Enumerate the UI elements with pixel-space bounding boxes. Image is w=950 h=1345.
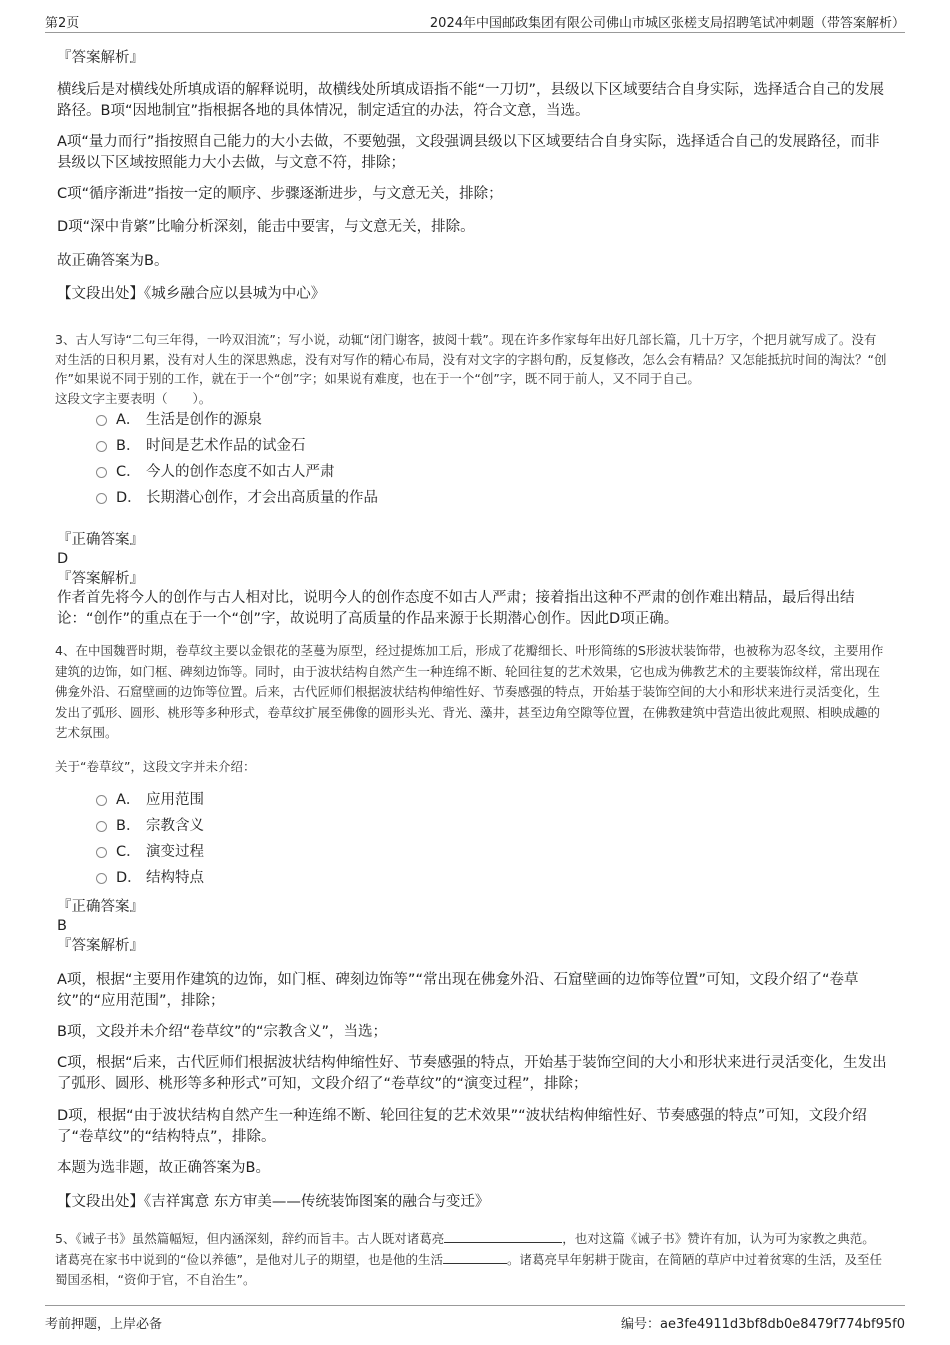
radio-icon[interactable] — [96, 847, 107, 858]
q4-answer-label: 『正确答案』 — [57, 899, 144, 915]
q2-answer-line: 故正确答案为B。 — [57, 253, 169, 269]
document-id: 编号：ae3fe4911d3bf8db0e8479f774bf95f0 — [621, 1317, 905, 1332]
radio-icon[interactable] — [96, 467, 107, 478]
q4-answer-line: 本题为选非题，故正确答案为B。 — [57, 1160, 270, 1176]
page-footer — [45, 1305, 905, 1332]
q3-answer-label: 『正确答案』 — [57, 532, 144, 548]
radio-icon[interactable] — [96, 441, 107, 452]
q2-analysis-label: 『答案解析』 — [57, 50, 144, 66]
radio-icon[interactable] — [96, 873, 107, 884]
q3-analysis: 作者首先将今人的创作与古人相对比，说明今人的创作态度不如古人严肃；接着指出这种不严肃的创作难出精品，最后得出结论：“创作”的重点在于一个“创”字，故说明了高质量的作品来源于长期潜心创作。因此D项正确。 — [57, 590, 855, 627]
document-title: 2024年中国邮政集团有限公司佛山市城区张槎支局招聘笔试冲刺题（带答案解析） — [429, 16, 905, 31]
q3-analysis-label: 『答案解析』 — [57, 571, 144, 587]
q5-blank-2[interactable] — [443, 1250, 507, 1264]
q3-option-d[interactable]: D． 长期潜心创作，才会出高质量的作品 — [96, 488, 378, 508]
radio-icon[interactable] — [96, 415, 107, 426]
q4-analysis-label: 『答案解析』 — [57, 938, 144, 954]
radio-icon[interactable] — [96, 795, 107, 806]
q4-analysis-p1: A项，根据“主要用作建筑的边饰，如门框、碑刻边饰等”“常出现在佛龛外沿、石窟壁画的边饰等位置”可知，文段介绍了“卷草纹”的“应用范围”，排除； — [57, 972, 859, 1009]
q2-analysis-p3: C项“循序渐进”指按一定的顺序、步骤逐渐进步，与文意无关，排除； — [57, 186, 503, 202]
q2-source: 【文段出处】《城乡融合应以县城为中心》 — [57, 286, 326, 302]
radio-icon[interactable] — [96, 493, 107, 504]
q3-answer: D — [57, 551, 69, 567]
q3-stem: 3、古人写诗“二句三年得，一吟双泪流”；写小说，动辄“闭门谢客，披阅十载”。现在许多作家每年出好几部长篇，几十万字，个把月就写成了。没有对生活的日积月累，没有对人生的深思熟虑，没有对写作的精心布局，没有对文字的字斟句酌，反复修改，怎么会有精品？又怎能抵抗时间的淘汰？“创作”如果说不同于别的工作，就在于一个“创”字；如果说有难度，也在于一个“创”字，既不同于前人，又不同于自己。 — [55, 332, 887, 387]
q3-option-b[interactable]: B． 时间是艺术作品的试金石 — [96, 436, 306, 456]
page-header — [45, 10, 905, 33]
q4-analysis-p2: B项，文段并未介绍“卷草纹”的“宗教含义”，当选； — [57, 1024, 387, 1040]
q4-option-a[interactable]: A． 应用范围 — [96, 790, 204, 810]
q4-stem: 4、在中国魏晋时期，卷草纹主要以金银花的茎蔓为原型，经过提炼加工后，形成了花瓣细长、叶形简练的S形波状装饰带，也被称为忍冬纹，主要用作建筑的边饰，如门框、碑刻边饰等。同时，由于波状结构自然产生一种连绵不断、轮回往复的艺术效果，它也成为佛教艺术的主要装饰纹样，常出现在佛龛外沿、石窟壁画的边饰等位置。后来，古代匠师们根据波状结构伸缩性好、节奏感强的特点，开始基于装饰空间的大小和形状来进行灵活变化，生发出了弧形、圆形、桃形等多种形式，卷草纹扩展至佛像的圆形头光、背光、藻井，甚至边角空隙等位置，在佛教建筑中营造出彼此观照、相映成趣的艺术氛围。 — [55, 643, 884, 740]
footer-slogan: 考前押题，上岸必备 — [45, 1317, 163, 1332]
q2-analysis-p1: 横线后是对横线处所填成语的解释说明，故横线处所填成语指不能“一刀切”，县级以下区域要结合自身实际，选择适合自己的发展路径。B项“因地制宜”指根据各地的具体情况，制定适宜的办法，符合文意，当选。 — [57, 82, 885, 119]
q4-option-b[interactable]: B． 宗教含义 — [96, 816, 204, 836]
q3-option-a[interactable]: A． 生活是创作的源泉 — [96, 410, 262, 430]
q3-question: 这段文字主要表明（ ）。 — [55, 391, 212, 406]
q4-analysis-p3: C项，根据“后来，古代匠师们根据波状结构伸缩性好、节奏感强的特点，开始基于装饰空间的大小和形状来进行灵活变化，生发出了弧形、圆形、桃形等多种形式”可知，文段介绍了“卷草纹”的“演变过程”，排除； — [57, 1055, 887, 1092]
radio-icon[interactable] — [96, 821, 107, 832]
q4-question: 关于“卷草纹”，这段文字并未介绍： — [55, 759, 256, 774]
q2-analysis-p4: D项“深中肯綮”比喻分析深刻，能击中要害，与文意无关，排除。 — [57, 219, 475, 235]
q4-answer: B — [57, 918, 67, 934]
q4-option-d[interactable]: D． 结构特点 — [96, 868, 204, 888]
q4-source: 【文段出处】《吉祥寓意 东方审美——传统装饰图案的融合与变迁》 — [57, 1194, 490, 1210]
q5-stem: 5、《诫子书》虽然篇幅短，但内涵深刻，辞约而旨丰。古人既对诸葛亮 ，也对这篇《诫子书》赞许有加，认为可为家教之典范。诸葛亮在家书中说到的“俭以养德”，是他对儿子的期望，也是他的生活 。诸葛亮早年躬耕于陇亩，在简陋的草庐中过着贫寒的生活，及至任蜀国丞相，“资仰于官，不自治生”。 — [55, 1231, 882, 1287]
q2-analysis-p2: A项“量力而行”指按照自己能力的大小去做，不要勉强，文段强调县级以下区域要结合自身实际，选择适合自己的发展路径，而非县级以下区域按照能力大小去做，与文意不符，排除； — [57, 134, 880, 171]
q4-analysis-p4: D项，根据“由于波状结构自然产生一种连绵不断、轮回往复的艺术效果”“波状结构伸缩性好、节奏感强的特点”可知，文段介绍了“卷草纹”的“结构特点”，排除。 — [57, 1108, 867, 1145]
q3-option-c[interactable]: C． 今人的创作态度不如古人严肃 — [96, 462, 335, 482]
page-number: 第2页 — [45, 16, 80, 31]
q5-blank-1[interactable] — [444, 1229, 562, 1243]
q4-option-c[interactable]: C． 演变过程 — [96, 842, 204, 862]
